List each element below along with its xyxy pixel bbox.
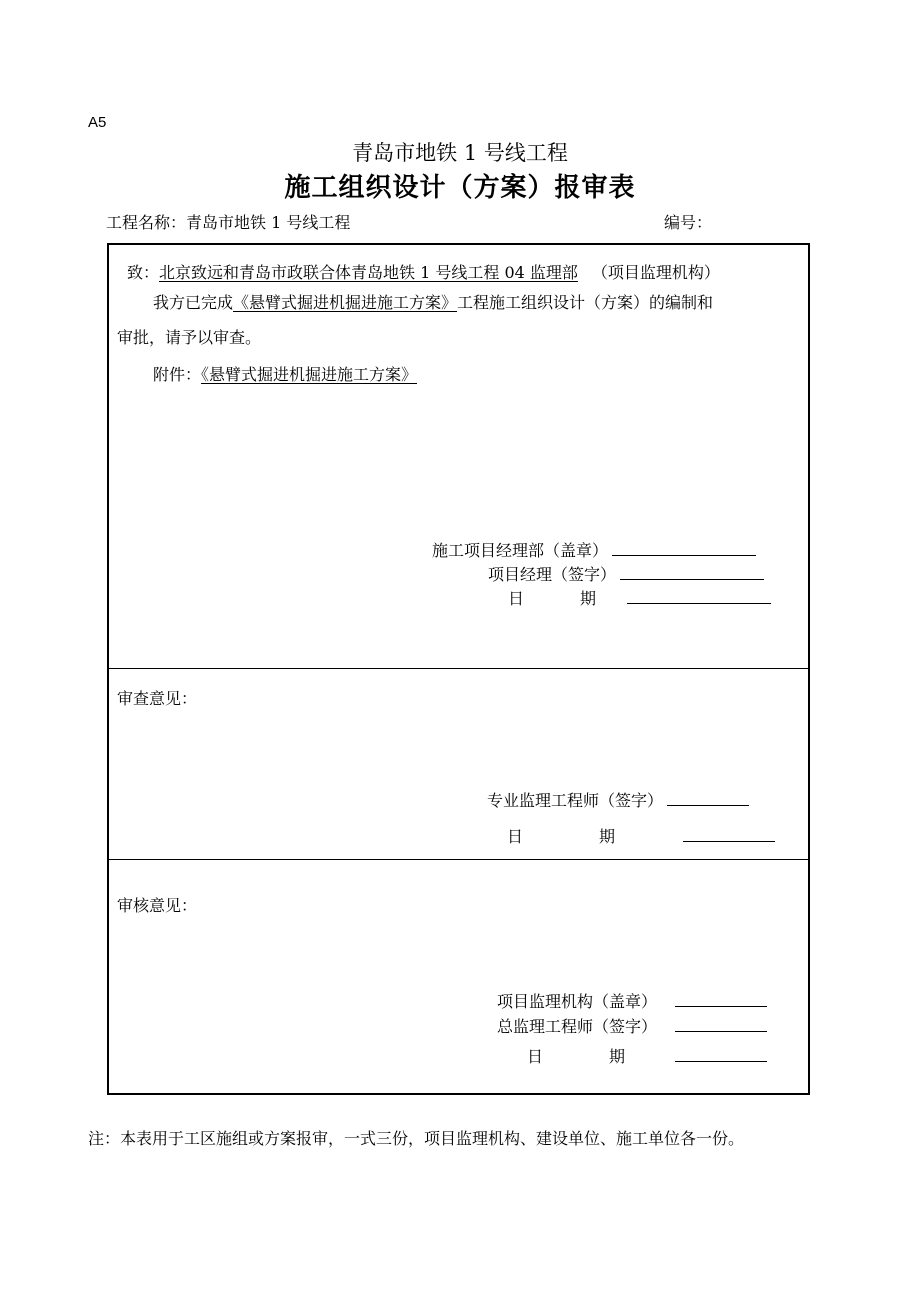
body-line-2: 审批，请予以审查。 [117,328,262,347]
footnote: 注：本表用于工区施组或方案报审，一式三份，项目监理机构、建设单位、施工单位各一份。 [88,1129,745,1148]
date-label-1b: 期 [580,589,597,608]
body-line-1 [153,290,713,313]
date-label-2a: 日 [507,827,524,846]
form-title: 施工组织设计（方案）报审表 [284,173,636,203]
audit-opinion-label: 审核意见： [117,896,198,915]
review-opinion-label: 审查意见： [117,689,198,708]
attachment-line [153,362,417,385]
addressee-line [127,260,720,283]
date-blank-2[interactable] [683,827,775,842]
pm-sign-label: 项目经理（签字） [488,565,617,584]
date-label-2b: 期 [599,827,616,846]
engineer-sign-blank[interactable] [667,791,749,806]
contractor-seal-row [432,538,756,561]
addressee-org: 北京致远和青岛市政联合体青岛地铁 1 号线工程 04 监理部 [159,263,578,282]
date-row-2 [507,824,775,847]
engineer-sign-label: 专业监理工程师（签字） [487,791,664,810]
supervision-seal-blank[interactable] [675,992,767,1007]
date-row-3 [527,1044,767,1067]
attachment-document: 《悬臂式掘进机掘进施工方案》 [201,365,418,384]
body-mid: 工程施工组织设计（方案）的编制和 [457,293,714,312]
date-label-3a: 日 [527,1047,544,1066]
addressee-suffix: （项目监理机构） [591,263,720,282]
form-number-label: 编号： [664,213,713,232]
section-divider-1 [107,668,810,669]
chief-sign-label: 总监理工程师（签字） [497,1017,658,1036]
section-divider-2 [107,859,810,860]
chief-sign-row [497,1014,767,1037]
project-name: 工程名称：青岛市地铁 1 号线工程 [106,213,351,232]
engineer-sign-row [487,788,749,811]
pm-sign-blank[interactable] [620,565,764,580]
body-prefix: 我方已完成 [153,293,234,312]
addressee-prefix: 致： [127,263,160,282]
chief-sign-blank[interactable] [675,1017,767,1032]
contractor-seal-blank[interactable] [612,541,756,556]
supervision-seal-row [497,989,767,1012]
body-document: 《悬臂式掘进机掘进施工方案》 [233,293,458,312]
pm-sign-row [488,562,764,585]
form-subtitle: 青岛市地铁 1 号线工程 [352,141,568,165]
contractor-seal-label: 施工项目经理部（盖章） [432,541,609,560]
date-label-1a: 日 [508,589,525,608]
date-label-3b: 期 [609,1047,626,1066]
date-blank-3[interactable] [675,1047,767,1062]
attachment-prefix: 附件： [153,365,202,384]
date-blank-1[interactable] [627,589,771,604]
date-row-1 [508,586,771,609]
form-code: A5 [88,114,107,131]
supervision-seal-label: 项目监理机构（盖章） [497,992,658,1011]
